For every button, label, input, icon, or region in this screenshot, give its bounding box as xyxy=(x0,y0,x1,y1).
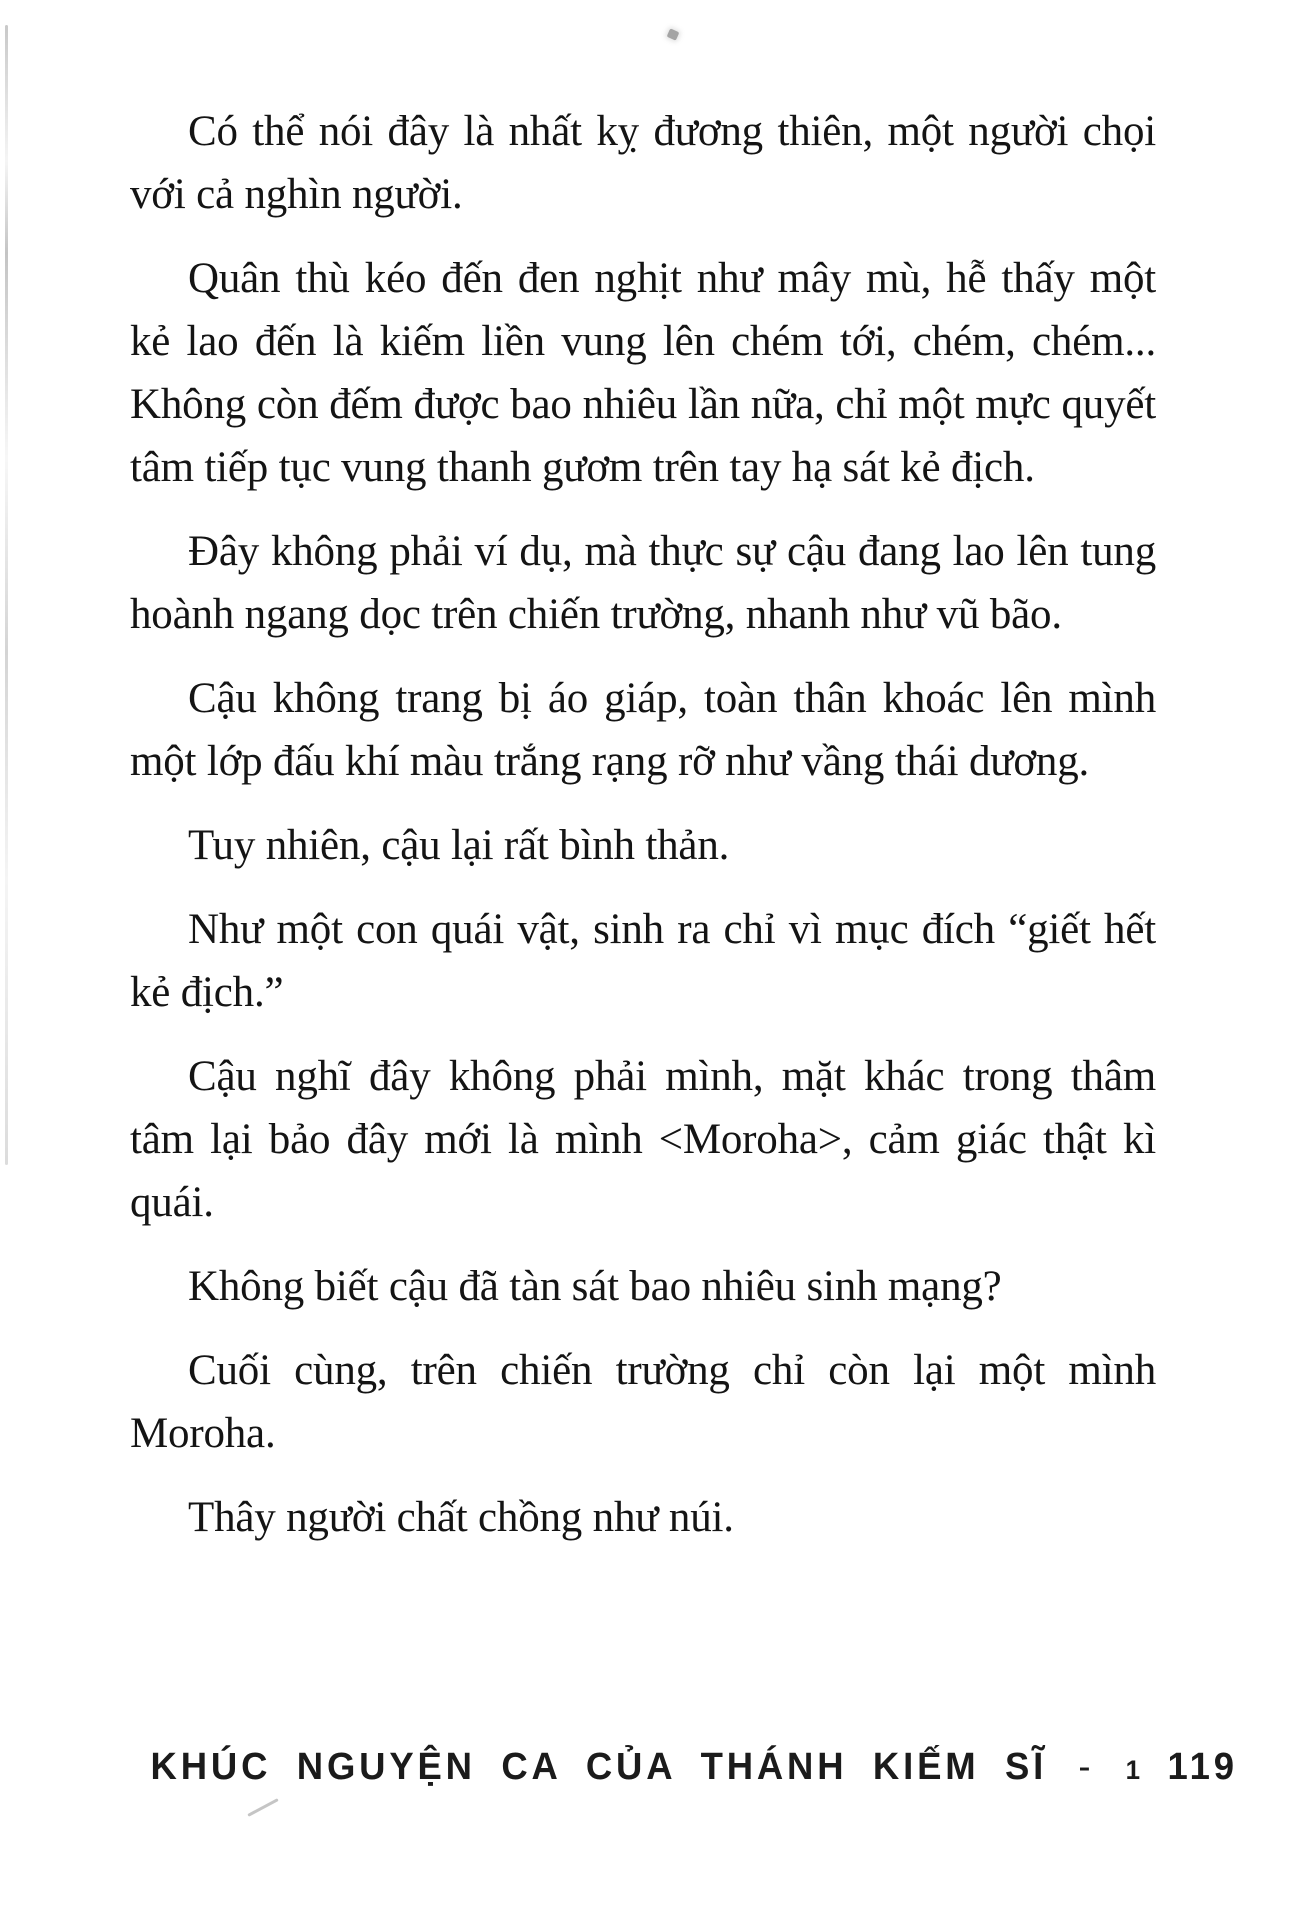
paragraph: Đây không phải ví dụ, mà thực sự cậu đang lao lên tung hoành ngang dọc trên chiến trường, nhanh như vũ bão. xyxy=(130,528,1156,638)
scan-artifact-left-line xyxy=(5,25,8,1165)
paragraph: Quân thù kéo đến đen nghịt như mây mù, hễ thấy một kẻ lao đến là kiếm liền vung lên chém tới, chém, chém... Không còn đếm được bao nhiêu lần nữa, chỉ một mực quyết tâm tiếp tục vung thanh gươm trên tay hạ sát kẻ địch. xyxy=(130,255,1156,491)
paragraph: Có thể nói đây là nhất kỵ đương thiên, một người chọi với cả nghìn người. xyxy=(130,108,1156,218)
paragraph: Như một con quái vật, sinh ra chỉ vì mục đích “giết hết kẻ địch.” xyxy=(130,906,1156,1016)
footer-volume-number: 1 xyxy=(1125,1755,1142,1785)
paragraph: Cuối cùng, trên chiến trường chỉ còn lại một mình Moroha. xyxy=(130,1347,1156,1457)
paragraph: Không biết cậu đã tàn sát bao nhiêu sinh mạng? xyxy=(188,1263,1002,1310)
paragraph: Tuy nhiên, cậu lại rất bình thản. xyxy=(188,822,730,869)
page-text-block xyxy=(130,100,1156,1570)
footer-separator: - xyxy=(1078,1746,1095,1788)
footer xyxy=(130,1723,1238,1798)
scan-artifact-speck xyxy=(667,28,680,40)
running-footer xyxy=(150,1739,1238,1798)
scan-artifact-smudge xyxy=(247,1798,278,1817)
footer-book-title: KHÚC NGUYỆN CA CỦA THÁNH KIẾM SĨ xyxy=(150,1746,1048,1788)
footer-page-number: 119 xyxy=(1167,1746,1238,1788)
paragraph: Cậu không trang bị áo giáp, toàn thân khoác lên mình một lớp đấu khí màu trắng rạng rỡ như vầng thái dương. xyxy=(130,675,1156,785)
paragraph: Thây người chất chồng như núi. xyxy=(188,1494,734,1541)
paragraph: Cậu nghĩ đây không phải mình, mặt khác trong thâm tâm lại bảo đây mới là mình <Moroha>, cảm giác thật kì quái. xyxy=(130,1053,1156,1226)
